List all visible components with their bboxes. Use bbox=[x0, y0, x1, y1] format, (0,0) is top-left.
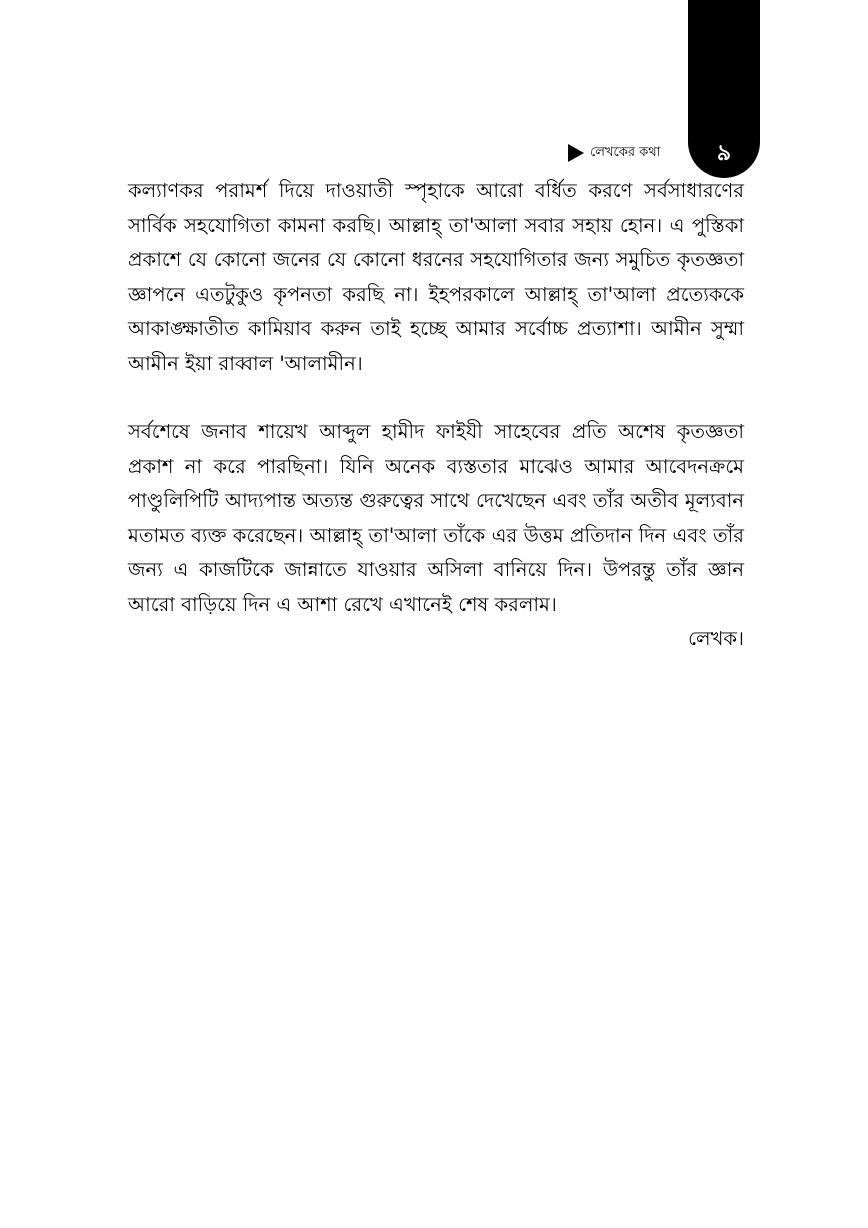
body-paragraph-1: কল্যাণকর পরামর্শ দিয়ে দাওয়াতী স্পৃহাকে আরো বর্ধিত করণে সর্বসাধারণের সার্বিক সহযোগিতা কামনা করছি। আল্লাহ্ তা'আলা সবার সহায় হোন। এ পুস্তিকা প্রকাশে যে কোনো জনের যে কোনো ধরনের সহযোগিতার জন্য সমুচিত কৃতজ্ঞতা জ্ঞাপনে এতটুকুও কৃপনতা করছি না। ইহপরকালে আল্লাহ্ তা'আলা প্রত্যেককে আকাঙ্ক্ষাতীত কামিয়াব করুন তাই হচ্ছে আমার সর্বোচ্চ প্রত্যাশা। আমীন সুম্মা আমীন ইয়া রাব্বাল 'আলামীন। bbox=[128, 179, 744, 375]
running-header bbox=[568, 142, 660, 164]
running-header-title: লেখকের কথা bbox=[590, 145, 661, 160]
author-signature: লেখক। bbox=[688, 627, 744, 650]
page-number-tab bbox=[688, 0, 760, 178]
body-paragraph-2: সর্বশেষে জনাব শায়েখ আব্দুল হামীদ ফাইযী সাহেবের প্রতি অশেষ কৃতজ্ঞতা প্রকাশ না করে পারছিনা। যিনি অনেক ব্যস্ততার মাঝেও আমার আবেদনক্রমে পাণ্ডুলিপিটি আদ্যপান্ত অত্যন্ত গুরুত্বের সাথে দেখেছেন এবং তাঁর অতীব মূল্যবান মতামত ব্যক্ত করেছেন। আল্লাহ্ তা'আলা তাঁকে এর উত্তম প্রতিদান দিন এবং তাঁর জন্য এ কাজটিকে জান্নাতে যাওয়ার অসিলা বানিয়ে দিন। উপরন্তু তাঁর জ্ঞান আরো বাড়িয়ে দিন এ আশা রেখে এখানেই শেষ করলাম। bbox=[128, 420, 744, 616]
page-number: ৯ bbox=[716, 141, 732, 166]
page-body bbox=[128, 174, 744, 657]
triangle-arrow-icon bbox=[568, 144, 584, 162]
